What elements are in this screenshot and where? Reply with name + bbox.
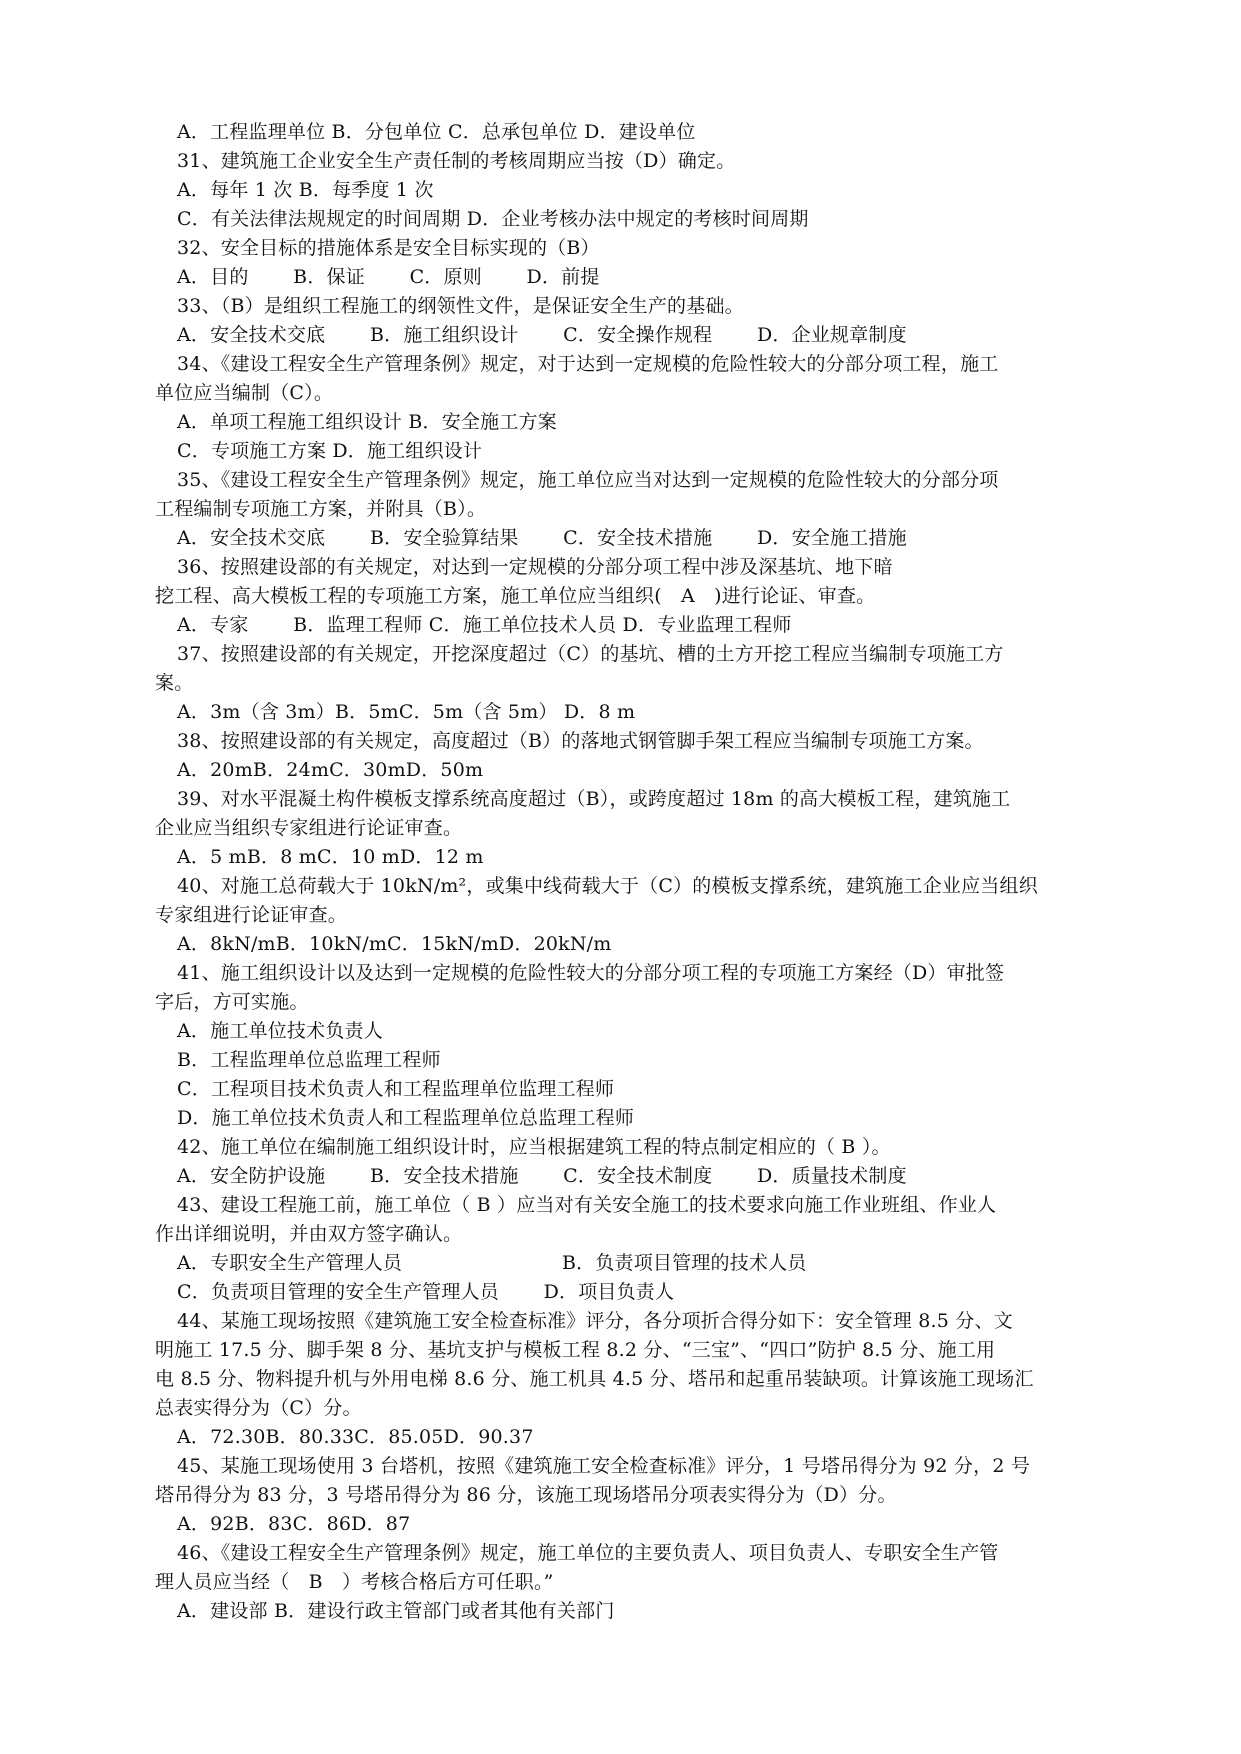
question-stem-continuation: 字后，方可实施。 [155,991,309,1013]
question-stem-continuation: 工程编制专项施工方案，并附具（B）。 [155,498,487,520]
question-stem: 45、某施工现场使用 3 台塔机，按照《建筑施工安全检查标准》评分，1 号塔吊得分为 92 分，2 号 [177,1455,1031,1477]
answer-options: A．安全防护设施 B．安全技术措施 C．安全技术制度 D．质量技术制度 [177,1165,907,1187]
answer-options: C．专项施工方案 D．施工组织设计 [177,440,483,462]
question-stem: 44、某施工现场按照《建筑施工安全检查标准》评分，各分项折合得分如下：安全管理 8.5 分、文 [177,1310,1013,1332]
answer-options: A．安全技术交底 B．安全验算结果 C．安全技术措施 D．安全施工措施 [177,527,907,549]
answer-options: A．安全技术交底 B．施工组织设计 C．安全操作规程 D．企业规章制度 [177,324,907,346]
question-stem-continuation: 塔吊得分为 83 分，3 号塔吊得分为 86 分，该施工现场塔吊分项表实得分为（D）分。 [155,1484,897,1506]
question-stem-continuation: 挖工程、高大模板工程的专项施工方案，施工单位应当组织( A )进行论证、审查。 [155,585,876,607]
answer-options: C．工程项目技术负责人和工程监理单位监理工程师 [177,1078,615,1100]
answer-options: A．3m（含 3m）B．5mC．5m（含 5m） D．8 m [177,701,636,723]
answer-options: A．92B．83C．86D．87 [177,1513,411,1535]
answer-options: A．72.30B．80.33C．85.05D．90.37 [177,1426,534,1448]
question-stem: 32、安全目标的措施体系是安全目标实现的（B） [177,237,600,259]
question-stem-continuation: 总表实得分为（C）分。 [155,1397,362,1419]
question-stem: 40、对施工总荷载大于 10kN/m²，或集中线荷载大于（C）的模板支撑系统，建筑施工企业应当组织 [177,875,1038,897]
question-stem: 35、《建设工程安全生产管理条例》规定，施工单位应当对达到一定规模的危险性较大的分部分项 [177,469,999,491]
question-stem-continuation: 明施工 17.5 分、脚手架 8 分、基坑支护与模板工程 8.2 分、“三宝”、“四口”防护 8.5 分、施工用 [155,1339,996,1361]
question-stem: 39、对水平混凝土构件模板支撑系统高度超过（B），或跨度超过 18m 的高大模板工程，建筑施工 [177,788,1011,810]
question-stem-continuation: 专家组进行论证审查。 [155,904,348,926]
answer-options: D．施工单位技术负责人和工程监理单位总监理工程师 [177,1107,635,1129]
question-stem: 46、《建设工程安全生产管理条例》规定，施工单位的主要负责人、项目负责人、专职安全生产管 [177,1542,999,1564]
answer-options: A．目的 B．保证 C．原则 D．前提 [177,266,600,288]
answer-options: A．施工单位技术负责人 [177,1020,383,1042]
question-stem-continuation: 作出详细说明，并由双方签字确认。 [155,1223,463,1245]
question-stem: 36、按照建设部的有关规定，对达到一定规模的分部分项工程中涉及深基坑、地下暗 [177,556,893,578]
exam-question-list [155,118,1105,1626]
answer-options: A．工程监理单位 B．分包单位 C．总承包单位 D．建设单位 [177,121,696,143]
answer-options: A．单项工程施工组织设计 B．安全施工方案 [177,411,557,433]
question-stem: 33、（B）是组织工程施工的纲领性文件，是保证安全生产的基础。 [177,295,744,317]
answer-options: A．20mB．24mC．30mD．50m [177,759,484,781]
answer-options: A．建设部 B．建设行政主管部门或者其他有关部门 [177,1600,615,1622]
question-stem-continuation: 案。 [155,672,194,694]
question-stem: 41、施工组织设计以及达到一定规模的危险性较大的分部分项工程的专项施工方案经（D）审批签 [177,962,1005,984]
answer-options: B．工程监理单位总监理工程师 [177,1049,441,1071]
answer-options: A．8kN/mB．10kN/mC．15kN/mD．20kN/m [177,933,612,955]
question-stem: 31、建筑施工企业安全生产责任制的考核周期应当按（D）确定。 [177,150,736,172]
question-stem: 42、施工单位在编制施工组织设计时，应当根据建筑工程的特点制定相应的（ B ）。 [177,1136,891,1158]
question-stem: 37、按照建设部的有关规定，开挖深度超过（C）的基坑、槽的土方开挖工程应当编制专项施工方 [177,643,1004,665]
question-stem-continuation: 企业应当组织专家组进行论证审查。 [155,817,463,839]
answer-options: A．专职安全生产管理人员 B．负责项目管理的技术人员 [177,1252,807,1274]
answer-options: A．专家 B．监理工程师 C．施工单位技术人员 D．专业监理工程师 [177,614,792,636]
question-stem: 43、建设工程施工前，施工单位（ B ）应当对有关安全施工的技术要求向施工作业班组、作业人 [177,1194,997,1216]
question-stem: 34、《建设工程安全生产管理条例》规定，对于达到一定规模的危险性较大的分部分项工程，施工 [177,353,999,375]
answer-options: A．5 mB．8 mC．10 mD．12 m [177,846,484,868]
question-stem-continuation: 单位应当编制（C）。 [155,382,334,404]
question-stem-continuation: 电 8.5 分、物料提升机与外用电梯 8.6 分、施工机具 4.5 分、塔吊和起重吊装缺项。计算该施工现场汇 [155,1368,1034,1390]
answer-options: A．每年 1 次 B．每季度 1 次 [177,179,434,201]
question-stem-continuation: 理人员应当经（ B ）考核合格后方可任职。” [155,1571,554,1593]
question-stem: 38、按照建设部的有关规定，高度超过（B）的落地式钢管脚手架工程应当编制专项施工方案。 [177,730,984,752]
answer-options: C．负责项目管理的安全生产管理人员 D．项目负责人 [177,1281,675,1303]
answer-options: C．有关法律法规规定的时间周期 D．企业考核办法中规定的考核时间周期 [177,208,809,230]
